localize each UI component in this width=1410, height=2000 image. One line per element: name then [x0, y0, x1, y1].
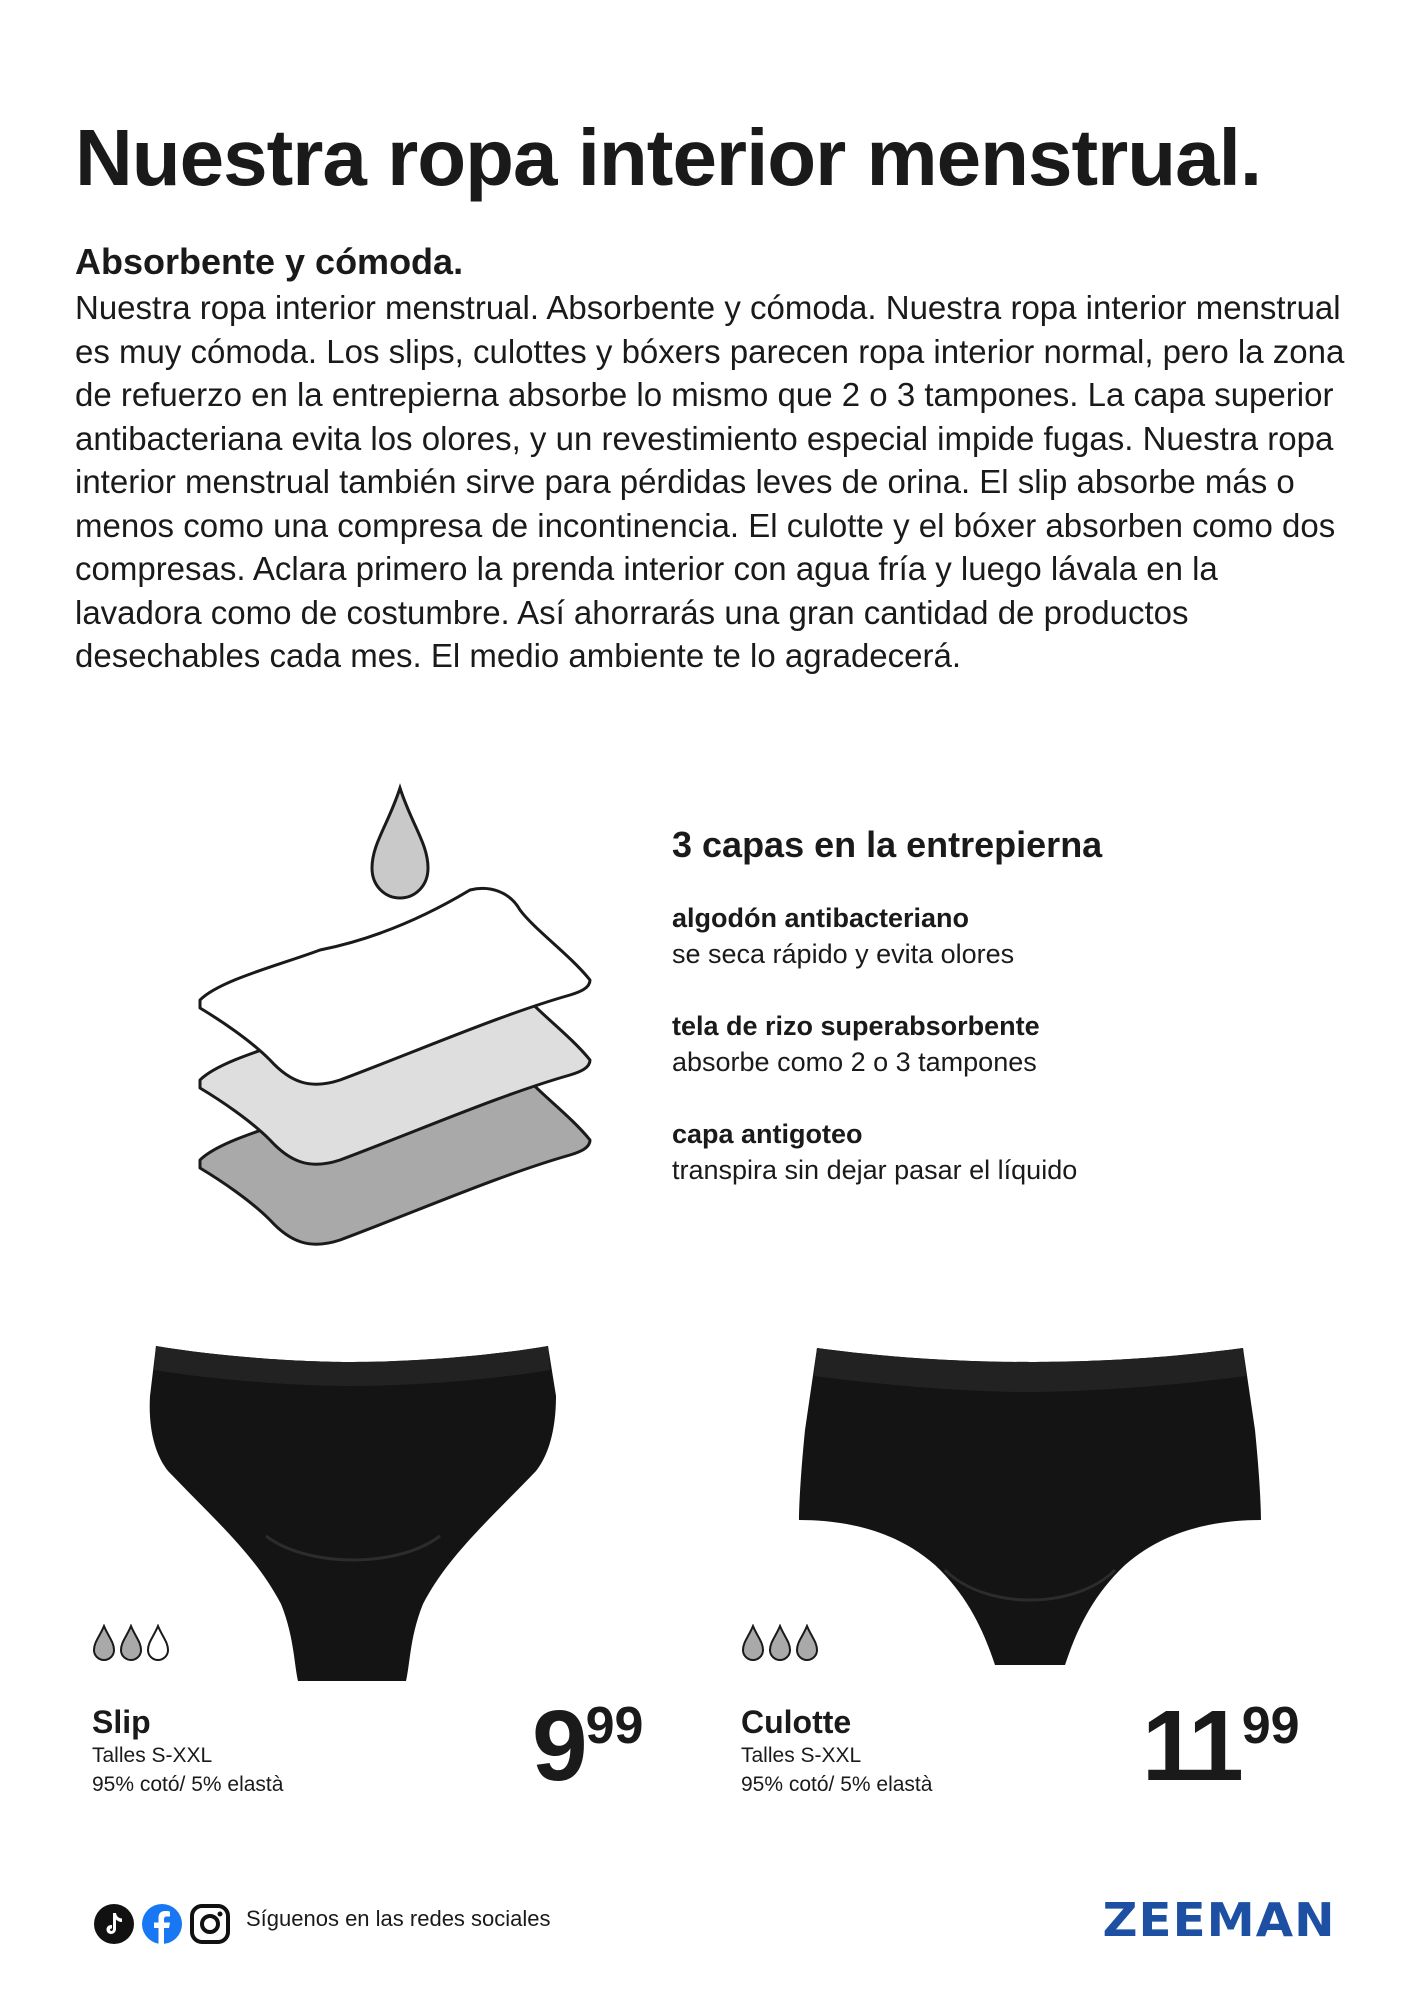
droplet-icon	[372, 788, 428, 898]
product-material: 95% cotó/ 5% elastà	[741, 1773, 933, 1796]
layer-name: tela de rizo superabsorbente	[672, 1011, 1040, 1041]
product-material: 95% cotó/ 5% elastà	[92, 1773, 284, 1796]
slip-absorbency-rating	[92, 1624, 170, 1662]
brand-logo: ZEEMAN	[1102, 1893, 1336, 1947]
instagram-icon[interactable]	[189, 1903, 231, 1945]
layer-desc: se seca rápido y evita olores	[672, 939, 1015, 969]
product-sizes: Talles S-XXL	[92, 1744, 213, 1767]
layer-info-3	[672, 1116, 1292, 1188]
social-text: Síguenos en las redes sociales	[246, 1906, 551, 1931]
price-integer: 9	[532, 1690, 584, 1802]
social-icons	[93, 1903, 231, 1945]
facebook-icon[interactable]	[141, 1903, 183, 1945]
fabric-layers-illustration	[170, 780, 620, 1265]
page-title: Nuestra ropa interior menstrual.	[75, 113, 1262, 202]
layer-info-2	[672, 1008, 1292, 1080]
product-price	[532, 1690, 644, 1802]
layer-desc: transpira sin dejar pasar el líquido	[672, 1155, 1078, 1185]
droplet-icon	[795, 1624, 819, 1662]
droplet-icon	[768, 1624, 792, 1662]
price-cents: 99	[585, 1697, 644, 1755]
layers-heading: 3 capas en la entrepierna	[672, 824, 1103, 865]
droplet-icon	[146, 1624, 170, 1662]
price-cents: 99	[1241, 1697, 1300, 1755]
droplet-icon	[119, 1624, 143, 1662]
slip-product-image	[148, 1336, 558, 1686]
layer-name: algodón antibacteriano	[672, 903, 970, 933]
price-integer: 11	[1142, 1690, 1240, 1802]
layer-name: capa antigoteo	[672, 1119, 863, 1149]
layer-desc: absorbe como 2 o 3 tampones	[672, 1047, 1037, 1077]
culotte-product-image	[795, 1340, 1265, 1670]
product-price	[1142, 1690, 1300, 1802]
product-name: Culotte	[741, 1704, 852, 1740]
product-name: Slip	[92, 1704, 151, 1740]
subtitle: Absorbente y cómoda.	[75, 241, 464, 282]
culotte-absorbency-rating	[741, 1624, 819, 1662]
layer-info-1	[672, 900, 1292, 972]
intro-paragraph: Nuestra ropa interior menstrual. Absorbente y cómoda. Nuestra ropa interior menstrual es muy cómoda. Los slips, culottes y bóxers parecen ropa interior normal, pero la zona de refuerzo en la entrepierna absorbe lo mismo que 2 o 3 tampones. La capa superior antibacteriana evita los olores, y un revestimiento especial impide fugas. Nuestra ropa interior menstrual también sirve para pérdidas leves de orina. El slip absorbe más o menos como una compresa de incontinencia. El culotte y el bóxer absorben como dos compresas. Aclara primero la prenda interior con agua fría y luego lávala en la lavadora como de costumbre. Así ahorrarás una gran cantidad de productos desechables cada mes. El medio ambiente te lo agradecerá.	[75, 289, 1345, 674]
tiktok-icon[interactable]	[93, 1903, 135, 1945]
product-sizes: Talles S-XXL	[741, 1744, 862, 1767]
droplet-icon	[92, 1624, 116, 1662]
droplet-icon	[741, 1624, 765, 1662]
